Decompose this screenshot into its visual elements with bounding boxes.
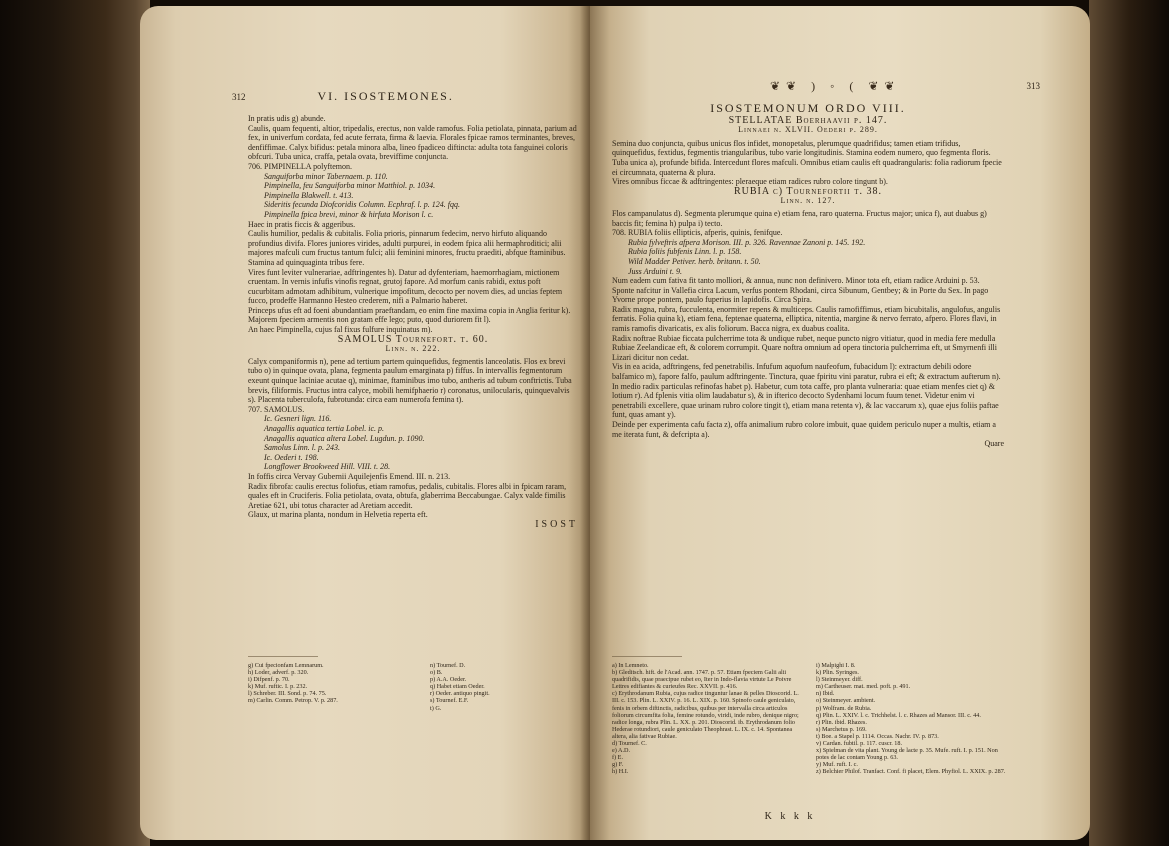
footnote: i) Difpenf. p. 70. bbox=[248, 676, 290, 684]
footnote: p) A.A. Oeder. bbox=[430, 676, 467, 684]
left-running-head: VI. ISOSTEMONES. bbox=[317, 89, 454, 103]
class-heading: ISOSTEMONUM ORDO VIII. bbox=[710, 101, 906, 115]
footnote: n) Tournef. D. bbox=[430, 662, 466, 669]
order-subheading: Linnaei n. XLVII. Oederi p. 289. bbox=[738, 125, 878, 135]
left-body bbox=[248, 114, 578, 530]
right-cover bbox=[1089, 0, 1169, 846]
synonym: Sideritis fecunda Diofcoridis Column. Ecphraf. l. p. 124. fqq. bbox=[264, 200, 460, 210]
entry-text: Radix magna, rubra, fucculenta, enormiter repens & multiceps. Caulis ramofiffimus, etiam bicubitalis, angulofus, angulis ferratis. Folia quina k), etiam fena, feptenae quaterna, elliptica, nitentia, margine & nervo ferrato, afpero. Flores flavi, in ramis ramofis divaricatis, ex alis foliorum. Bacca nigra, ex duabus coalita. bbox=[612, 304, 1001, 334]
entry-text: In foffis circa Vervay Gubernii Aquilejenfis Emend. III. n. 213. bbox=[248, 471, 451, 481]
order-text: Semina duo conjuncta, quibus unicus flos infidet, monopetalus, plerumque quadrifidus; tamen etiam trifidus, quinquefidus, fextidus, fegmentis triangularibus, tubo varie longitudinis. Stamina eodem numero, quo fegmenta floris. Tuba unica a), profunde bifida. Intercedunt flores mafculi. Omnibus etiam caulis eft quadrangularis: folia radiorum fpecie ei circumnata, quaterna & plura. bbox=[612, 138, 1002, 177]
footnote: h) H.I. bbox=[612, 768, 629, 776]
footnote: q) Habet etiam Oeder. bbox=[430, 683, 485, 691]
synonym: Pimpinella Blakwell. t. 413. bbox=[264, 190, 354, 200]
footnote: i) Malpighi I. 8. bbox=[816, 662, 856, 669]
genus-samolus-heading: SAMOLUS Tournefort. t. 60. bbox=[337, 333, 489, 345]
footnote: t) Boe. a Stapel p. 1114. Occas. Nachr. IV. p. 873. bbox=[816, 732, 939, 740]
genus-samolus-sub: Linn. n. 222. bbox=[385, 344, 441, 354]
entry-text: Deinde per experimenta cafu facta z), offa animalium rubro colore imbuit, quae quidem periculo nuper a multis, etiam a me iterata funt, & defcripta a). bbox=[612, 420, 996, 439]
footnote: k) Muf. ruftic. I. p. 232. bbox=[248, 683, 308, 691]
left-running-head-row bbox=[232, 89, 572, 103]
synonym: Ic. Gesneri lign. 116. bbox=[264, 414, 332, 424]
genus-rubia-heading: RUBIA c) Tournefortii t. 38. bbox=[733, 185, 882, 197]
footnote: o) B. bbox=[430, 669, 443, 677]
synonym: Samolus Linn. l. p. 243. bbox=[264, 443, 341, 453]
footnote: f) E. bbox=[612, 754, 623, 762]
synonym: Ic. Oederi t. 198. bbox=[264, 452, 319, 462]
entry-text: An haec Pimpinella, cujus fal fixus fulfure inquinatus m). bbox=[248, 325, 433, 335]
entry-text: Radix fibrofa: caulis erectus foliofus, etiam ramofus, pedalis, cubitalis. Flores albi in fpicam raram, quales eft in Cruciferis. Folia petiolata, ovata, obtufa, glaberrima Beccabungae. Calyx valde fimilis Aretiae 621, ubi totus character ad Aretiam accedit. bbox=[248, 481, 567, 510]
synonym: Sanguiforba minor Tabernaem. p. 110. bbox=[264, 171, 388, 181]
synonym: Longflower Brookweed Hill. VIII. t. 28. bbox=[264, 462, 391, 472]
footnote: r) Plin. ibid. Rhazes. bbox=[816, 718, 867, 726]
order-text: Vires omnibus ficcae & adftringentes: pleraeque etiam radices rubro colore tingunt b). bbox=[612, 177, 888, 187]
genus-rubia-sub: Linn. n. 127. bbox=[780, 196, 836, 206]
right-catchword: Quare bbox=[984, 439, 1004, 449]
footnote: g) F. bbox=[612, 761, 624, 769]
footnote: t) G. bbox=[430, 704, 442, 712]
left-page bbox=[140, 6, 590, 840]
footnote: d) Tournef. C. bbox=[612, 740, 647, 748]
footnote: x) Spielman de vita plant. Young de lacte p. 35. Mufe. ruft. I. p. 151. Non potes de lac contam Young p. 63. bbox=[816, 747, 998, 762]
footnote: m) Carlin. Comm. Petrop. V. p. 287. bbox=[248, 697, 338, 705]
entry-707-heading: 707. SAMOLUS. bbox=[248, 404, 305, 414]
footnote-rule bbox=[612, 656, 682, 657]
footnote: v) Cardan. fubtil. p. 117. cuscr. 18. bbox=[816, 740, 903, 748]
footnote: l) Schreber. III. Sond. p. 74. 75. bbox=[248, 690, 327, 698]
footnote: k) Plin. Syringes. bbox=[816, 669, 859, 677]
synonym: Pimpinella, feu Sanguiforba minor Matthiol. p. 1034. bbox=[264, 181, 436, 191]
footnote: l) Steinmeyer. diff. bbox=[816, 676, 863, 684]
footnote: b) Gleditsch. hift. de l'Acad. ann. 1747. p. 57. Etiam fpeciem Galii alii quadrifidis, quae praecipue rubet eo, Iter in Indo-flavia virtute Le Poivre Lettres edifiantes & curieufes Rec. XXVII. p. 416. bbox=[612, 669, 792, 691]
entry-text: Radix noftrae Rubiae ficcata pulcherrime tota & undique rubet, neque puncto nigro vitiatur, quod in media fere medulla Rubiae Zeelandicae eft, & colorem corrumpit. Quare noftra omnium ad opera tinctoria pulcherrima eft, ut Smyrnenfi illi Lizari dicitur non cedat. bbox=[612, 333, 997, 362]
ornament-icon: ❦❦ ) ◦ ( ❦❦ bbox=[770, 79, 901, 93]
synonym: Juss Arduini t. 9. bbox=[628, 266, 683, 276]
left-cover bbox=[0, 0, 150, 846]
entry-text: Glaux, ut marina planta, nondum in Helvetia reperta eft. bbox=[248, 510, 428, 520]
left-body-line: Caulis, quam fequenti, altior, tripedalis, erectus, non valde ramofus. Folia petiolata, pinnata, parium ad fex, in univerfum cordata, fed acute ferrata, firma & laevia. Florales fpicae ramos terminantes, breves, denfiffimae. Calyx bifidus: petala minora alba, lineo fpadiceo diftincta: adulta tota fanguinei coloris obfcuri. Tuba unica, craffa, petala ovata, breviffime conjuncta. bbox=[248, 123, 577, 162]
footnote: z) Belchier Philof. Tranfact. Conf. fi placet, Elem. Phyfiol. L. XXIX. p. 287. bbox=[816, 768, 1006, 776]
footnote: y) Muf. ruft. I. c. bbox=[816, 761, 858, 769]
genus-samolus-text: Calyx companiformis n), pene ad tertium partem quinquefidus, fegmentis lanceolatis. Flos ex brevi tubo o) in quinque ovata, plana, fegmenta paulum emarginata p) fiffus. In intervallis fegmentorum exeunt quinque laciniae acutae q), minimae, ftaminibus imo tubo, antheris ad tubum conftrictis. Tuba brevis, filiformis. Fructus intra calyce, mobili hemifphaerio r) coronatus, unilocularis, quinquevalvis s). Placenta tuberculofa, fubrotunda: circa eam numerofa femina t). bbox=[248, 356, 572, 405]
left-footnotes-col1 bbox=[248, 662, 408, 705]
entry-text: Vires funt leviter vulnerariae, adftringentes h). Datur ad dyfenteriam, haemorrhagiam, mictionem cruentam. In vernis infufis vinofis regnat, grutoj fapore. Ad morfum canis rabidi, extus poft cucurbitam admotam adhibitum, vulnerique impofitum, decocto per novem dies, ad uncias feptem fucco, prodeffe Harmanno Hesteo crederem, nifi a Palmario haberet. bbox=[248, 267, 563, 306]
footnote: r) Oeder. antiquo pingit. bbox=[430, 690, 490, 698]
entry-text: Caulis humilior, pedalis & cubitalis. Folia prioris, pinnarum fedecim, nervo hirfuto aliquando profundius divifa. Flores juniores virides, adulti purpurei, in eodem fpica alii hermaphroditici; alii majores mafculi cum fructus tantum fulci; alii feminini minores, fructu praediti, abfque ftaminibus. Stamina ad quinquaginta tribus fere. bbox=[248, 229, 566, 267]
footnote-rule bbox=[248, 656, 318, 657]
footnote: n) Ibid. bbox=[816, 690, 835, 698]
genus-rubia-text: Flos campanulatus d). Segmenta plerumque quina e) etiam fena, raro quaterna. Fructus major; unica f), aut duabus g) baccis fit; femina h) pulpa i) tecto. bbox=[612, 208, 987, 228]
footnote: s) Marchetus p. 169. bbox=[816, 725, 867, 733]
footnote: h) Loder, adverf. p. 320. bbox=[248, 669, 309, 677]
footnote: g) Cui fpecionfam Lemnarum. bbox=[248, 662, 324, 669]
entry-708-heading: 708. RUBIA foliis ellipticis, afperis, quinis, fenifque. bbox=[612, 228, 783, 238]
entry-text: Vis in ea acida, adftringens, fed penetrabilis. Infufum aquofum naufeofum, fubacidum l): extractum debili odore balfamico m), fapore falfo, paulum adftringente. Tinctura, quae fpiritu vini paratur, rubra ei eft; & extractum aufterum n). In medio radix particulas refinofas habet p). Habetur, cum tota caffe, pro planta vulneraria: quae etiam menfes ciet q) & lotium r). Ad fplenis vitia olim laudabatur s), & in ifterico decocto Sydenhami locum fuum tenet. Videtur enim vi penetrabili excellere, quae urinam rubro colore tingit t), etiam mana retenta v), & lac vaccarum x), quae ejus foliis paftae funt, quas amant y). bbox=[612, 362, 1001, 420]
footnote: e) A.D. bbox=[612, 747, 631, 755]
entry-text: Sponte nafcitur in Vallefia circa Lacum, verfus pontem Rhodani, circa Sibunum, Gentbey; & in Porte du Sex. In pago Yvorne prope pontem, paulo fuperius in lapidofis. Circa Spira. bbox=[612, 285, 989, 305]
right-page-number: 313 bbox=[1026, 81, 1040, 91]
footnote: o) Steinmeyer. ambient. bbox=[816, 697, 876, 705]
left-body-line: In pratis udis g) abunde. bbox=[248, 114, 326, 123]
left-footnotes-col2 bbox=[430, 662, 570, 712]
entry-text: Num eadem cum fativa fit tanto molliori, & annua, nunc non definivero. Minor tota eft, etiam radice Arduini p. 53. bbox=[612, 276, 980, 286]
left-page-number: 312 bbox=[232, 92, 246, 102]
footnote: a) In Lemneto. bbox=[612, 662, 649, 669]
footnote: q) Plin. L. XXIV. l. c. Trichhelst. l. c. Rhazes ad Mansor. III. c. 44. bbox=[816, 711, 981, 719]
entry-text: Haec in pratis ficcis & aggeribus. bbox=[248, 219, 356, 229]
order-heading: STELLATAE Boerhaavii p. 147. bbox=[728, 114, 888, 126]
right-footnotes-col2 bbox=[816, 662, 1006, 776]
left-catchword: ISOST bbox=[535, 518, 578, 530]
footnote: p) Wolfram. de Rubia. bbox=[816, 704, 872, 712]
synonym: Rubia fylveftris afpera Morison. III. p. 326. Ravennae Zanoni p. 145. 192. bbox=[628, 237, 866, 247]
synonym: Pimpinella fpica brevi, minor & hirfuta Morison l. c. bbox=[264, 209, 434, 219]
right-top-row bbox=[670, 79, 1040, 93]
signature-mark: K k k k bbox=[764, 811, 816, 822]
right-footnotes-col1 bbox=[612, 662, 802, 776]
footnote: s) Tournef. E.F. bbox=[430, 697, 469, 705]
footnote: c) Erythrodanum Rubia, cujus radice tinguntur lanae & pelles Dioscorid. L. III. c. 153. Plin. L. XXIV. p. 16. L. XIX. p. 160. Spinofo caule geniculato, fenis in orbem diftinctis, radicibus, quibus per intervalla circa articulos foliorum circumfita folia, femine rotundo, viridi, inde rubro, denique nigro; radice longa, rubra Plin. L. XX. p. 201. Dioscorid. ib. Erythrodanum folio Hederae rotundiori, caule geniculato Theophrast. L. IX. c. 14. Spontanea altera, alia fativae Rubiae. bbox=[612, 690, 799, 740]
right-body bbox=[612, 101, 1004, 449]
synonym: Wild Madder Petiver. herb. britann. t. 50. bbox=[628, 256, 761, 266]
synonym: Anagallis aquatica altera Lobel. Lugdun. p. 1090. bbox=[264, 433, 425, 443]
entry-text: Princeps ufus eft ad foeni abundantiam praeftandam, eo enim fine maxima copia in Anglia feritur k). Majorem fpeciem armentis non gratam effe lego; puto, quod duriorem fit l). bbox=[248, 305, 571, 325]
footnote: m) Cartheuser. mat. med. poft. p. 491. bbox=[816, 683, 911, 691]
right-page bbox=[590, 6, 1090, 840]
synonym: Anagallis aquatica tertia Lobel. ic. p. bbox=[264, 424, 384, 433]
entry-706-heading: 706. PIMPINELLA polyftemon. bbox=[248, 161, 352, 171]
synonym: Rubia foliis fubfenis Linn. l. p. 158. bbox=[628, 247, 742, 257]
